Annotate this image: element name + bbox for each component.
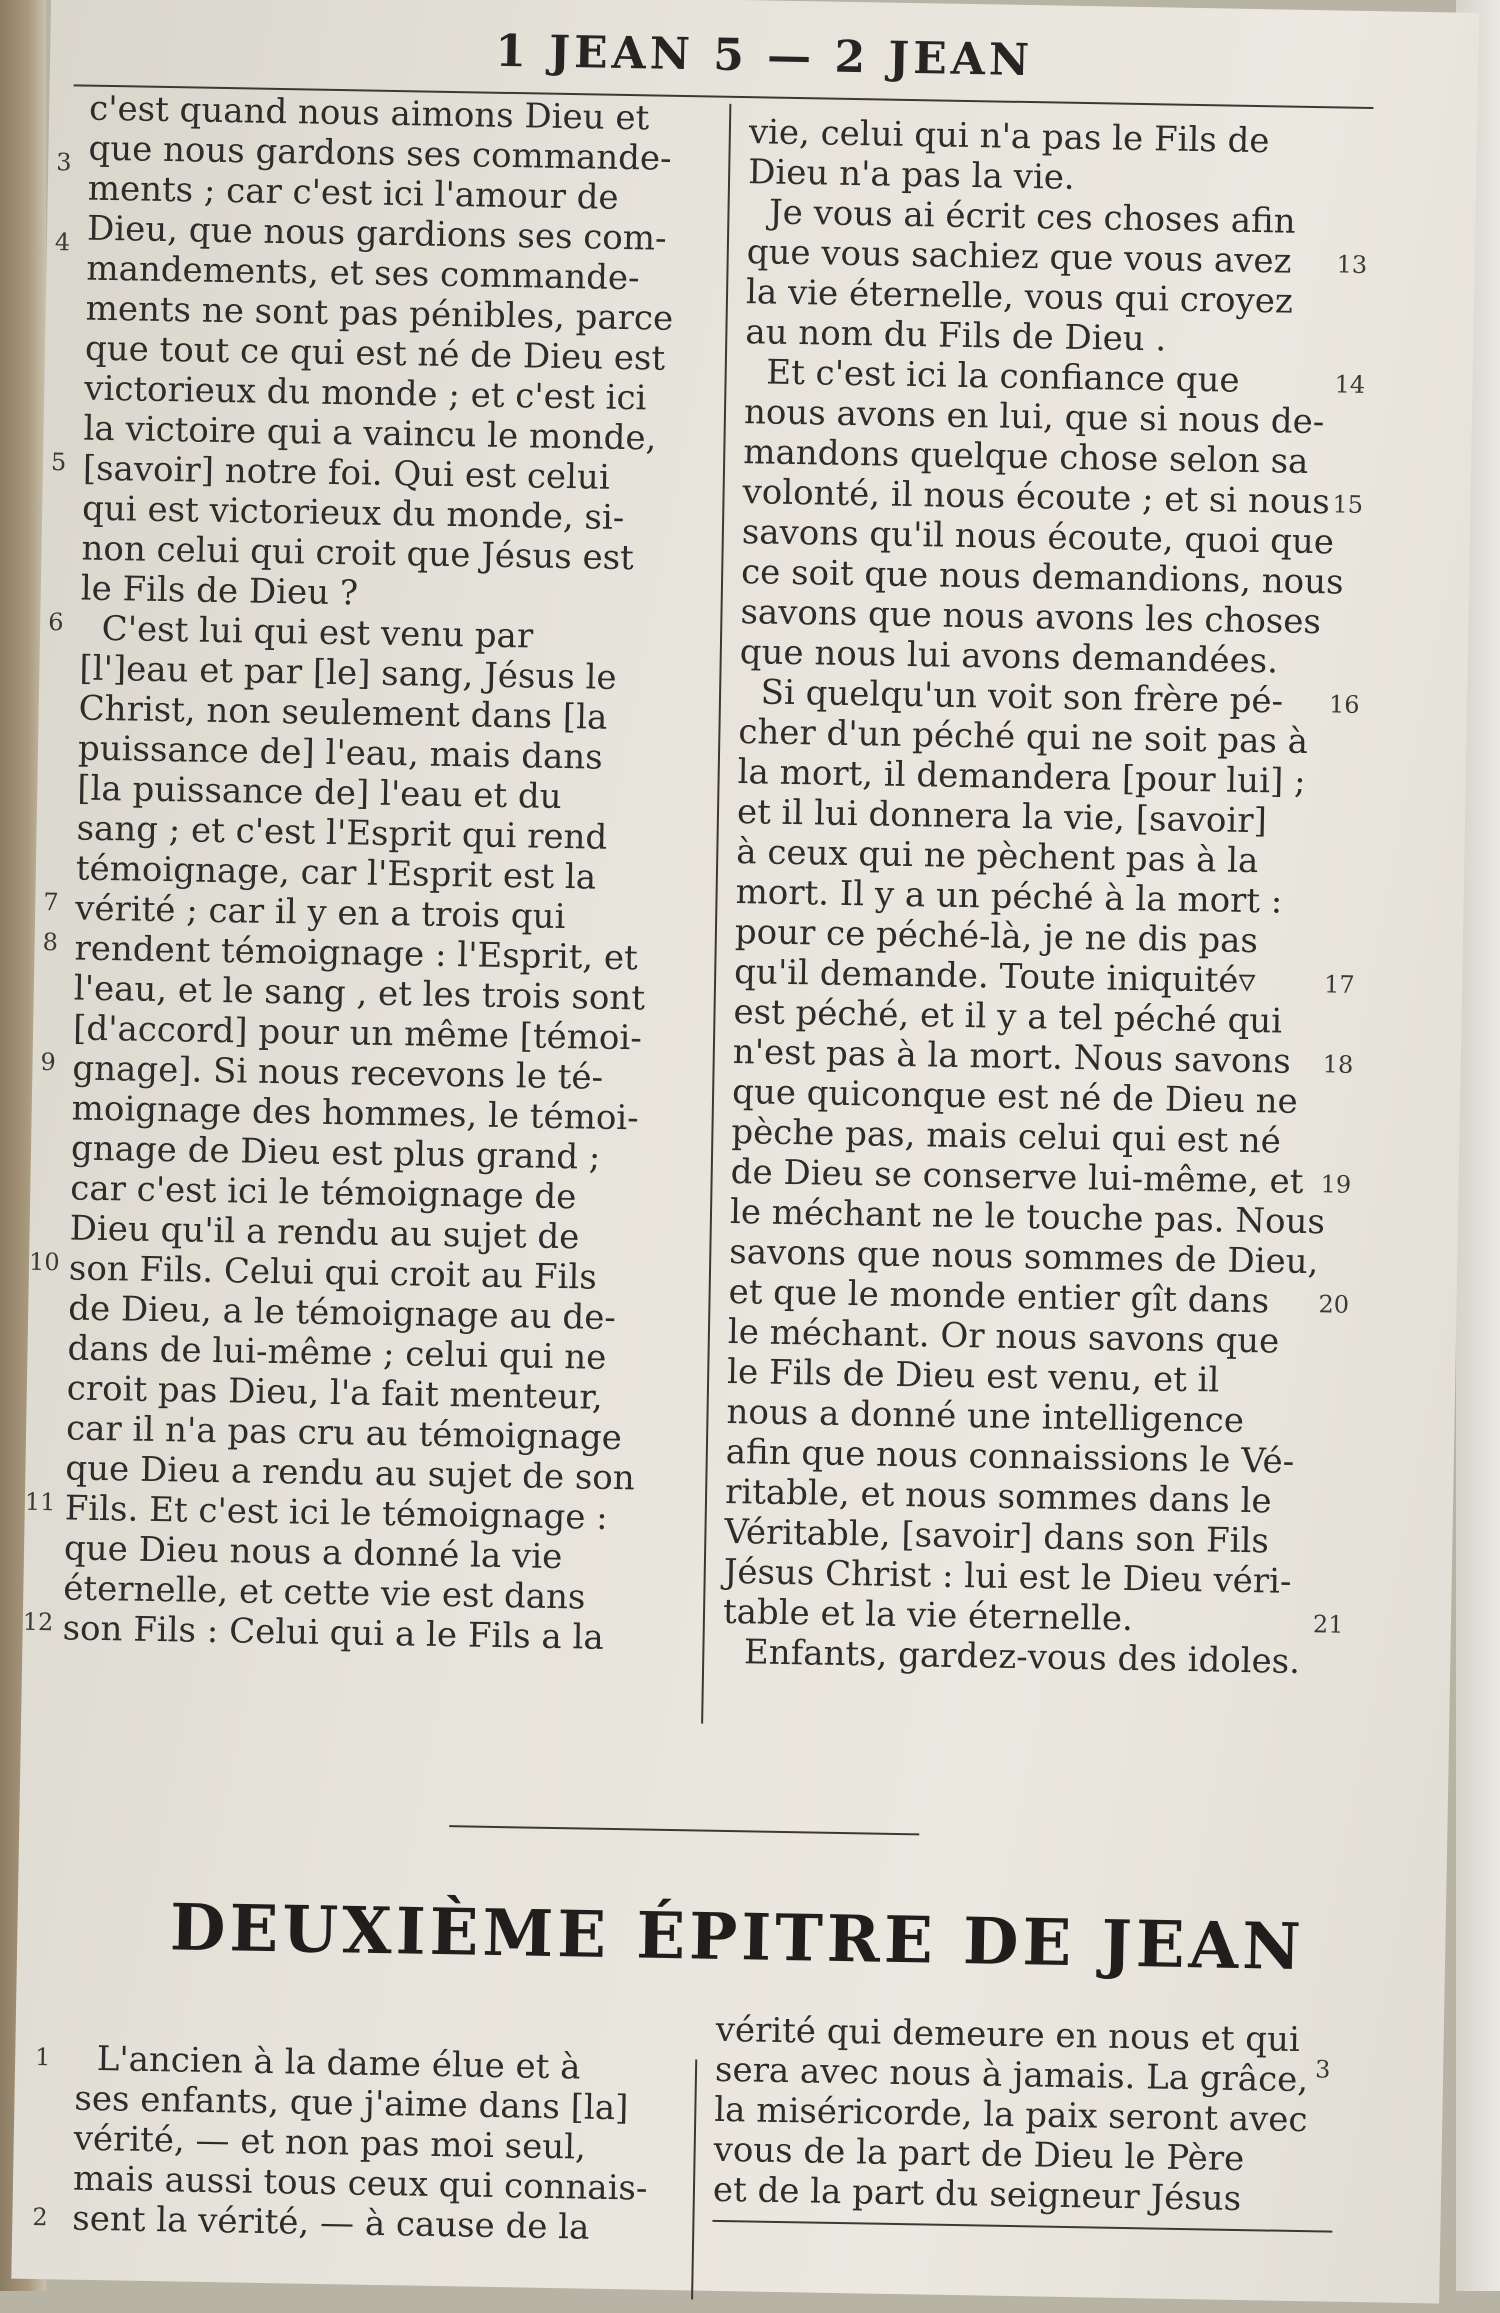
text-line: volonté, il nous écoute ; et si nous <box>742 472 1331 523</box>
text-line: que nous gardons ses commande- <box>88 128 672 179</box>
text-line: le méchant. Or nous savons que <box>727 1311 1280 1362</box>
text-line: pèche pas, mais celui qui est né <box>731 1111 1282 1162</box>
text-line: son Fils : Celui qui a le Fils a la <box>62 1608 605 1658</box>
text-line: car c'est ici le témoignage de <box>70 1168 577 1218</box>
verse-number: 13 <box>1336 250 1368 279</box>
text-line: non celui qui croit que Jésus est <box>81 528 635 579</box>
text-line: cher d'un péché qui ne soit pas à <box>738 712 1309 762</box>
text-line: la mort, il demandera [pour lui] ; <box>737 752 1306 802</box>
text-line: mandements, et ses commande- <box>86 248 640 299</box>
text-line: savons que nous avons les choses <box>740 592 1322 643</box>
verse-number: 11 <box>24 1487 56 1517</box>
text-line: puissance de] l'eau, mais dans <box>77 728 603 778</box>
text-line: mort. Il y a un péché à la mort : <box>735 872 1283 922</box>
right-text-column <box>722 112 1389 1683</box>
text-line: que vous sachiez que vous avez <box>746 232 1292 282</box>
text-line: qu'il demande. Toute iniquité▿ <box>733 952 1256 1002</box>
text-line: victorieux du monde ; et c'est ici <box>83 368 647 419</box>
verse-number: 19 <box>1320 1170 1352 1199</box>
verse-number: 21 <box>1312 1610 1344 1639</box>
text-line: Je vous ai écrit ces choses afin <box>747 192 1296 242</box>
text-line: sang ; et c'est l'Esprit qui rend <box>76 808 608 858</box>
verse-number: 9 <box>40 1047 57 1077</box>
text-line: vérité qui demeure en nous et qui <box>715 2009 1301 2061</box>
text-line: n'est pas à la mort. Nous savons <box>732 1032 1292 1082</box>
text-line: de Dieu, a le témoignage au de- <box>67 1288 617 1339</box>
verse-number: 8 <box>42 927 59 957</box>
text-line: que Dieu nous a donné la vie <box>63 1528 563 1578</box>
text-line: ses enfants, que j'aime dans [la] <box>74 2078 629 2129</box>
text-line: Fils. Et c'est ici le témoignage : <box>64 1488 609 1538</box>
verse-number: 6 <box>47 607 64 637</box>
book-title: DEUXIÈME ÉPITRE DE JEAN <box>169 1890 1306 1986</box>
text-line: croit pas Dieu, l'a fait menteur, <box>66 1368 604 1418</box>
verse-number: 12 <box>22 1607 54 1637</box>
text-line: Jésus Christ : lui est le Dieu véri- <box>723 1551 1292 1602</box>
text-line: ce soit que nous demandions, nous <box>740 552 1344 603</box>
column-divider <box>691 2060 697 2300</box>
verse-number: 4 <box>54 228 71 257</box>
text-line: L'ancien à la dame élue et à <box>74 2038 581 2088</box>
text-line: moignage des hommes, le témoi- <box>71 1088 640 1139</box>
text-line: que quiconque est né de Dieu ne <box>731 1072 1299 1122</box>
verse-number: 2 <box>32 2202 48 2232</box>
text-line: le méchant ne le touche pas. Nous <box>729 1191 1326 1243</box>
text-line: afin que nous connaissions le Vé- <box>725 1431 1295 1482</box>
text-line: gnage]. Si nous recevons le té- <box>72 1048 604 1098</box>
text-line: gnage de Dieu est plus grand ; <box>70 1128 601 1178</box>
text-line: vous de la part de Dieu le Père <box>713 2129 1245 2180</box>
text-line: mandons quelque chose selon sa <box>742 432 1309 482</box>
text-line: Enfants, gardez-vous des idoles. <box>722 1631 1301 1682</box>
text-line: savons que nous sommes de Dieu, <box>728 1231 1319 1283</box>
text-line: Et c'est ici la confiance que <box>744 352 1240 401</box>
text-line: nous avons en lui, que si nous de- <box>743 392 1325 443</box>
text-line: Dieu, que nous gardions ses com- <box>86 208 667 259</box>
text-line: le Fils de Dieu est venu, et il <box>726 1351 1220 1401</box>
verse-number: 3 <box>1314 2055 1331 2084</box>
text-line: que Dieu a rendu au sujet de son <box>65 1448 636 1499</box>
text-line: ritable, et nous sommes dans le <box>724 1471 1272 1522</box>
text-line: mais aussi tous ceux qui connais- <box>72 2158 648 2209</box>
verse-number: 16 <box>1328 690 1360 719</box>
text-line: la victoire qui a vaincu le monde, <box>83 408 657 459</box>
text-line: nous a donné une intelligence <box>726 1391 1245 1441</box>
section-rule <box>449 1825 919 1835</box>
text-line: de Dieu se conserve lui-même, et <box>730 1151 1304 1202</box>
text-line: est péché, et il y a tel péché qui <box>733 992 1283 1042</box>
text-line: et il lui donnera la vie, [savoir] <box>736 792 1268 842</box>
text-line: éternelle, et cette vie est dans <box>63 1568 586 1618</box>
verse-number: 5 <box>50 448 67 477</box>
verse-number: 7 <box>43 887 59 917</box>
text-line: pour ce péché-là, je ne dis pas <box>734 912 1259 962</box>
text-line: table et la vie éternelle. <box>722 1591 1134 1640</box>
text-line: témoignage, car l'Esprit est la <box>75 848 597 898</box>
left-text-column <box>62 89 719 1660</box>
text-line: Dieu n'a pas la vie. <box>747 152 1076 198</box>
verse-number: 3 <box>56 148 72 177</box>
text-line: l'eau, et le sang , et les trois sont <box>73 968 646 1019</box>
verse-number: 17 <box>1323 970 1355 999</box>
text-line: dans de lui-même ; celui qui ne <box>67 1328 607 1378</box>
text-line: au nom du Fils de Dieu . <box>745 312 1167 360</box>
text-line: C'est lui qui est venu par <box>79 608 534 657</box>
text-line: sent la vérité, — à cause de la <box>72 2198 590 2248</box>
text-line: [savoir] notre foi. Qui est celui <box>82 448 611 498</box>
verse-number: 14 <box>1334 370 1366 399</box>
text-line: que nous lui avons demandées. <box>739 632 1279 682</box>
text-line: ments ; car c'est ici l'amour de <box>87 168 619 218</box>
text-line: qui est victorieux du monde, si- <box>81 488 625 539</box>
text-line: [la puissance de] l'eau et du <box>76 768 562 817</box>
verse-number: 15 <box>1332 490 1364 519</box>
text-line: et de la part du seigneur Jésus <box>712 2169 1242 2220</box>
text-line: Si quelqu'un voit son frère pé- <box>738 672 1284 722</box>
text-line: vérité, — et non pas moi seul, <box>73 2118 587 2168</box>
text-line: que tout ce qui est né de Dieu est <box>84 328 666 379</box>
text-line: savons qu'il nous écoute, quoi que <box>741 512 1335 563</box>
text-line: Véritable, [savoir] dans son Fils <box>724 1511 1270 1562</box>
text-line: à ceux qui ne pèchent pas à la <box>735 832 1259 882</box>
text-line: [d'accord] pour un même [témoi- <box>72 1008 643 1059</box>
text-line: [l']eau et par [le] sang, Jésus le <box>79 648 617 698</box>
text-line: vie, celui qui n'a pas le Fils de <box>748 112 1270 162</box>
verse-number: 10 <box>28 1247 60 1277</box>
text-line: rendent témoignage : l'Esprit, et <box>74 928 639 979</box>
text-line: la vie éternelle, vous qui croyez <box>745 272 1294 322</box>
text-line: ments ne sont pas pénibles, parce <box>85 288 674 339</box>
text-line: sera avec nous à jamais. La grâce, <box>714 2049 1309 2101</box>
text-line: Dieu qu'il a rendu au sujet de <box>69 1208 580 1258</box>
verse-number: 20 <box>1318 1290 1350 1319</box>
bible-page <box>11 0 1479 2304</box>
text-line: car il n'a pas cru au témoignage <box>65 1408 623 1459</box>
bottom-rule <box>712 2220 1332 2233</box>
second-right-text-column <box>713 2010 1336 2221</box>
text-line: le Fils de Dieu ? <box>80 568 359 614</box>
text-line: son Fils. Celui qui croit au Fils <box>68 1248 598 1298</box>
second-left-text-column <box>72 2039 675 2249</box>
text-line: Christ, non seulement dans [la <box>78 688 608 738</box>
text-line: c'est quand nous aimons Dieu et <box>88 88 650 139</box>
verse-number: 1 <box>34 2042 51 2072</box>
text-line: et que le monde entier gît dans <box>728 1271 1270 1322</box>
text-line: la miséricorde, la paix seront avec <box>714 2089 1308 2141</box>
running-header: 1 JEAN 5 — 2 JEAN <box>494 25 1034 87</box>
verse-number: 18 <box>1322 1050 1354 1079</box>
text-line: vérité ; car il y en a trois qui <box>74 888 566 938</box>
